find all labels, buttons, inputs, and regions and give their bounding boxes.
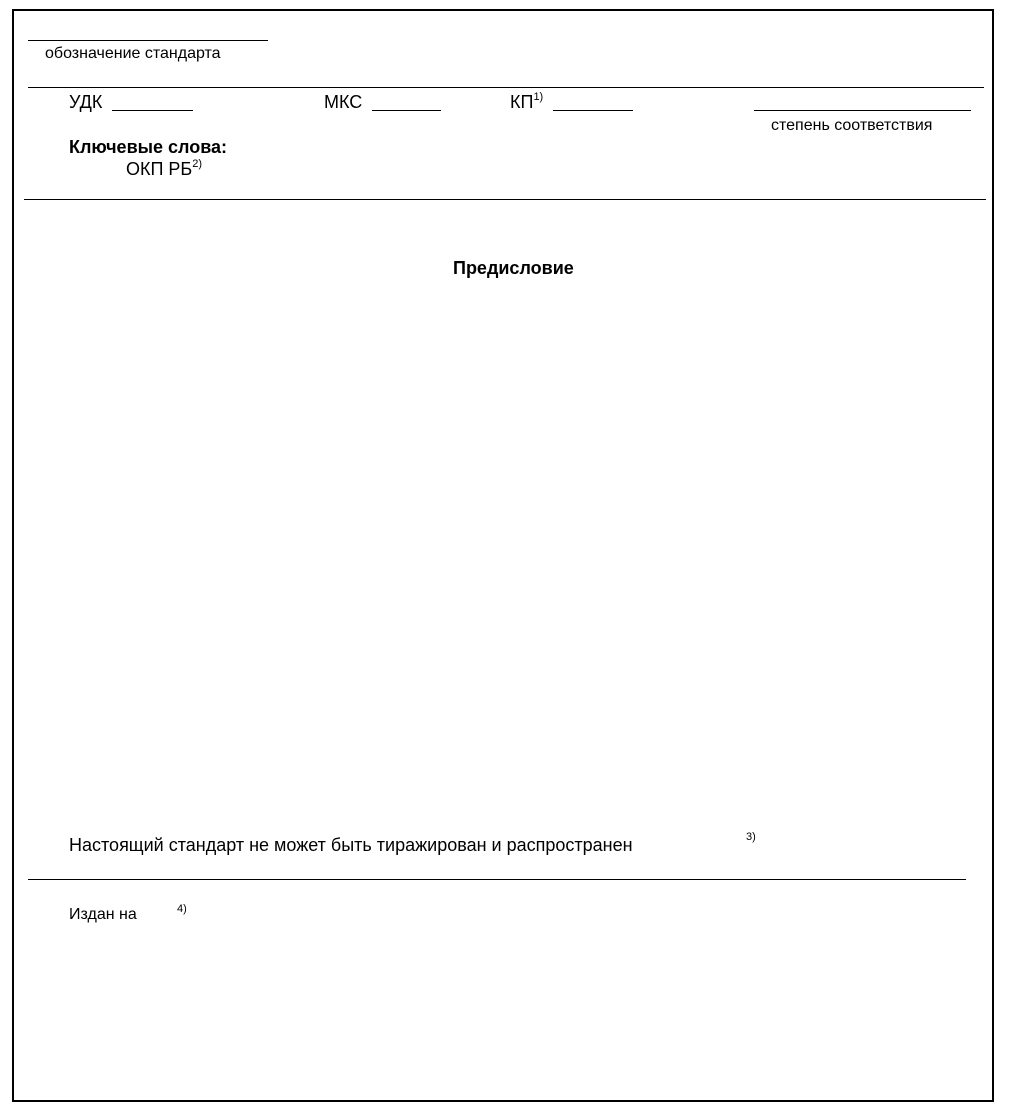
compliance-label: степень соответствия — [771, 117, 933, 134]
published-label: Издан на — [69, 906, 137, 923]
mks-label: МКС — [324, 92, 363, 112]
okp-label: ОКП РБ$^{2)}$ — [126, 158, 203, 179]
keywords-label: Ключевые слова: — [69, 137, 228, 157]
kp-footnote-mark: 1) — [533, 91, 544, 103]
mks-field-line — [372, 110, 441, 111]
compliance-field-line — [754, 110, 971, 111]
copyright-footnote-mark: 3) — [746, 831, 756, 843]
preface-title: Предисловие — [453, 258, 574, 278]
udk-field-line — [112, 110, 193, 111]
published-footnote-mark: 4) — [177, 903, 187, 915]
kp-label: КП$^{1)}$ — [510, 91, 544, 112]
footer-rule — [28, 879, 966, 880]
okp-footnote-mark: 2) — [192, 158, 203, 170]
header-bottom-rule — [24, 199, 986, 200]
standard-designation-label: обозначение стандарта — [45, 45, 221, 62]
kp-field-line — [553, 110, 633, 111]
copyright-text: Настоящий стандарт не может быть тиражирован и распространен — [69, 835, 633, 855]
standard-designation-line — [28, 40, 268, 41]
header-top-rule — [28, 87, 984, 88]
udk-label: УДК — [69, 92, 103, 112]
